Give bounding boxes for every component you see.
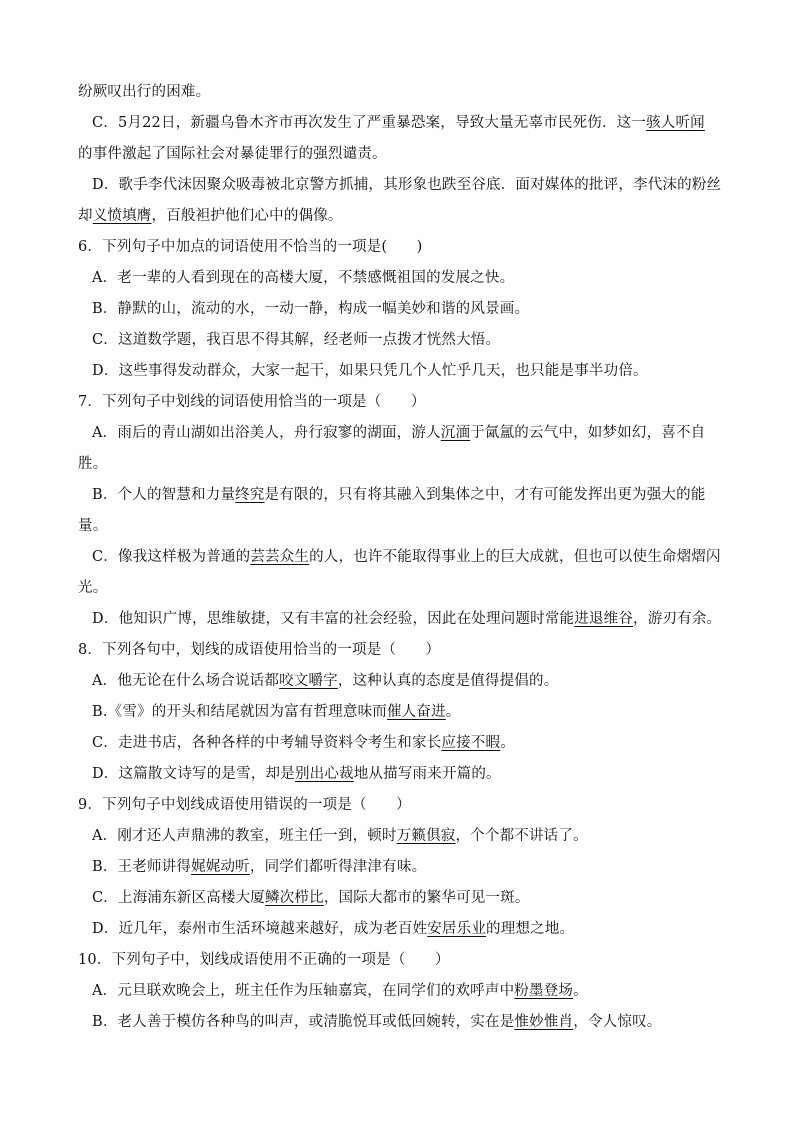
text-segment: C．像我这样极为普通的 — [92, 549, 251, 565]
text-segment: A．刚才还人声鼎沸的教室，班主任一到，顿时 — [92, 828, 397, 844]
text-segment: ，同学们都听得津津有味。 — [249, 859, 427, 875]
option-line — [92, 981, 588, 1001]
question-9 — [78, 795, 411, 815]
text-segment: D．他知识广博，思维敏捷，又有丰富的社会经验，因此在处理问题时常能 — [92, 611, 575, 627]
option-line — [92, 1012, 661, 1032]
option-line — [92, 330, 500, 350]
text-segment: 是有限的，只有将其融入到集体之中，才有可能发挥出更为强大的能 — [264, 487, 706, 503]
text-segment: B．老人善于模仿各种鸟的叫声，或清脆悦耳或低回婉转，实在是 — [92, 1014, 515, 1030]
text-segment: ，百般袒护他们心中的偶像。 — [151, 208, 343, 224]
option-line — [92, 919, 574, 939]
question-7 — [78, 392, 426, 412]
option-line — [92, 733, 515, 753]
option-line — [92, 888, 530, 908]
text-line — [78, 516, 107, 536]
question-text: 7．下列句子中划线的词语使用恰当的一项是（ ） — [78, 394, 426, 410]
text-segment: 的人，也许不能取得事业上的巨大成就，但也可以使生命熠熠闪 — [309, 549, 721, 565]
option-line — [92, 764, 501, 784]
underlined-idiom: 惟妙惟肖 — [514, 1014, 574, 1030]
text-segment: 的事件激起了国际社会对暴徒罪行的强烈谴责。 — [78, 146, 387, 162]
text-segment: C．5月22日，新疆乌鲁木齐市再次发生了严重暴恐案，导致大量无辜市民死伤．这一 — [92, 115, 647, 131]
option-line — [92, 423, 705, 443]
underlined-idiom: 芸芸众生 — [250, 549, 310, 565]
text-line — [78, 82, 210, 102]
text-segment: ，个个都不讲话了。 — [455, 828, 588, 844]
text-segment: 。 — [500, 735, 515, 751]
text-segment: 的理想之地。 — [486, 921, 575, 937]
option-line — [92, 175, 721, 195]
text-segment: 。 — [445, 704, 461, 720]
underlined-idiom: 万籁俱寂 — [396, 828, 456, 844]
text-segment: ，国际大都市的繁华可见一斑。 — [323, 890, 530, 906]
text-segment: A．雨后的青山湖如出浴美人，舟行寂寥的湖面，游人 — [92, 425, 441, 441]
text-segment: 。 — [573, 983, 588, 999]
option-line — [92, 268, 514, 288]
question-text: 10．下列句子中，划线成语使用不正确的一项是（ ） — [78, 952, 450, 968]
text-segment: 量。 — [78, 518, 108, 534]
option-line — [92, 299, 529, 319]
option-line — [92, 361, 648, 381]
text-segment: D．歌手李代沫因聚众吸毒被北京警方抓捕，其形象也跌至谷底．面对媒体的批评，李代沫的粉丝 — [92, 177, 722, 193]
option-line — [92, 547, 721, 567]
underlined-idiom: 催人奋进 — [386, 704, 446, 720]
text-segment: 地从描写雨来开篇的。 — [353, 766, 501, 782]
underlined-idiom: 咬文嚼字 — [279, 673, 338, 689]
text-segment: A．元旦联欢晚会上，班主任作为压轴嘉宾，在同学们的欢呼声中 — [92, 983, 515, 999]
text-segment: 于氤氲的云气中，如梦如幻，喜不自 — [470, 425, 706, 441]
option-line — [92, 702, 460, 722]
underlined-idiom: 进退维谷 — [574, 611, 634, 627]
option-line — [92, 113, 705, 133]
text-segment: C．这道数学题，我百思不得其解，经老师一点拨才恍然大悟。 — [92, 332, 501, 348]
text-line — [78, 578, 107, 598]
text-segment: 光。 — [78, 580, 108, 596]
underlined-idiom: 沉湎 — [440, 425, 471, 441]
text-segment: B.《雪》的开头和结尾就因为富有哲理意味而 — [92, 704, 387, 720]
underlined-idiom: 鳞次栉比 — [265, 890, 324, 906]
question-8 — [78, 640, 440, 660]
text-segment: D．近几年，泰州市生活环境越来越好，成为老百姓 — [92, 921, 428, 937]
text-segment: ，游刃有余。 — [633, 611, 722, 627]
question-10 — [78, 950, 450, 970]
option-line — [92, 671, 558, 691]
underlined-idiom: 应接不暇 — [441, 735, 501, 751]
text-segment: A．老一辈的人看到现在的高楼大厦，不禁感慨祖国的发展之快。 — [92, 270, 515, 286]
underlined-idiom: 义愤填膺 — [92, 208, 152, 224]
text-segment: A．他无论在什么场合说话都 — [92, 673, 280, 689]
text-segment: D．这些事得发动群众，大家一起干，如果只凭几个人忙乎几天，也只能是事半功倍。 — [92, 363, 648, 379]
text-segment: C．上海浦东新区高楼大厦 — [92, 890, 265, 906]
text-segment: 却 — [78, 208, 93, 224]
underlined-idiom: 终究 — [235, 487, 265, 503]
option-line — [92, 609, 721, 629]
text-segment: B．王老师讲得 — [92, 859, 192, 875]
text-segment: 胜。 — [78, 456, 108, 472]
text-line — [78, 454, 107, 474]
text-segment: B．静默的山，流动的水，一动一静，构成一幅美妙和谐的风景画。 — [92, 301, 530, 317]
underlined-idiom: 别出心裁 — [294, 766, 354, 782]
option-line — [92, 857, 426, 877]
question-text: 8．下列各句中，划线的成语使用恰当的一项是（ ） — [78, 642, 441, 658]
question-text: 9．下列句子中划线成语使用错误的一项是（ ） — [78, 797, 411, 813]
text-segment: B．个人的智慧和力量 — [92, 487, 236, 503]
option-line — [92, 826, 588, 846]
question-6 — [78, 237, 423, 257]
underlined-idiom: 安居乐业 — [427, 921, 487, 937]
question-text: 6．下列句子中加点的词语使用不恰当的一项是( ) — [78, 239, 423, 255]
text-segment: 纷厥叹出行的困难。 — [78, 84, 211, 100]
option-line — [92, 485, 706, 505]
text-line — [78, 206, 343, 226]
text-segment: C．走进书店，各种各样的中考辅导资料令考生和家长 — [92, 735, 442, 751]
text-line — [78, 144, 387, 164]
text-segment: ，令人惊叹。 — [573, 1014, 662, 1030]
underlined-idiom: 骇人听闻 — [646, 115, 705, 131]
underlined-idiom: 娓娓动听 — [191, 859, 250, 875]
text-segment: ，这种认真的态度是值得提倡的。 — [337, 673, 559, 689]
text-segment: D．这篇散文诗写的是雪，却是 — [92, 766, 295, 782]
underlined-idiom: 粉墨登场 — [514, 983, 574, 999]
